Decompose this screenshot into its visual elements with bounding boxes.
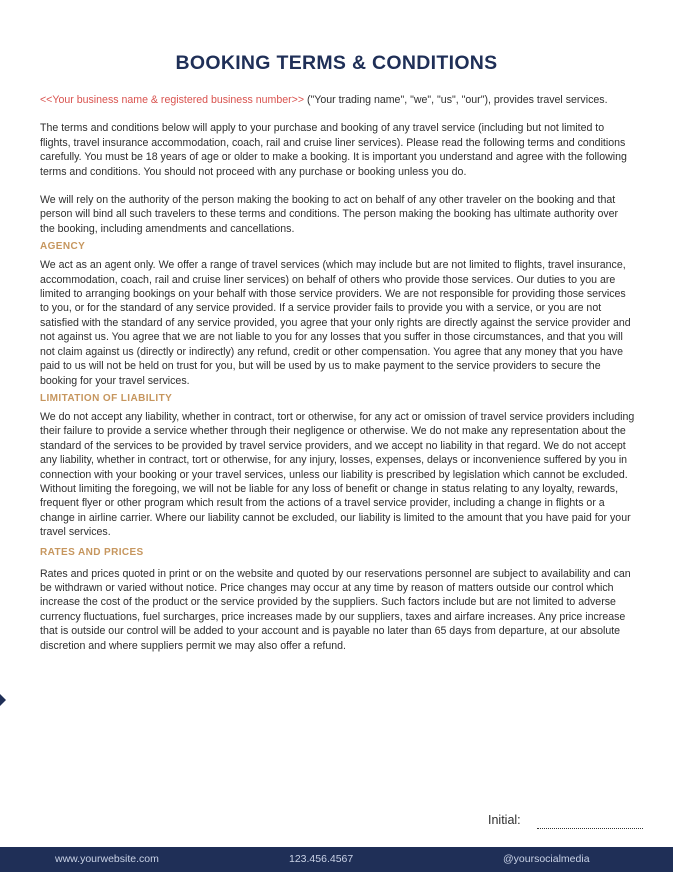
section-heading-agency: AGENCY bbox=[40, 241, 86, 253]
section-body-rates: Rates and prices quoted in print or on the website and quoted by our reservations personnel are subject to availability and can be withdrawn or varied without notice. Price changes may occur at any time by reason of matters outside our control which increase the cost of the product or the service provided by the suppliers. Such factors include but are not limited to adverse currency fluctuations, fuel surcharges, price increases made by our suppliers, taxes and airfare increases. Any price increase that is outside our control will be added to your account and is payable no later than 65 days from departure, at our absolute discretion and where suppliers permit we may also offer a refund. bbox=[40, 567, 631, 652]
footer-social-link[interactable]: @yoursocialmedia bbox=[503, 853, 590, 865]
authority-paragraph: We will rely on the authority of the person making the booking to act on behalf of any other traveler on the booking and that person will bind all such travelers to these terms and conditions. The person making the booking has ultimate authority over the booking, including amendments and cancellations. bbox=[40, 194, 619, 235]
footer-website-link[interactable]: www.yourwebsite.com bbox=[55, 853, 159, 865]
section-body-agency: We act as an agent only. We offer a range of travel services (which may include but are not limited to flights, travel insurance, accommodation, coach, rail and cruise liner services) on behalf of others who provide those services. Our duties to you are limited to arranging bookings on your behalf with those service providers. We are not responsible for providing those services to you, or for the standard of any service provided. If a service provider fails to provide you with a service, or you are not satisfied with the standard of any service provided, you agree that your only rights are directly against the service provider and not against us. You agree that we are not liable to you for any losses that you suffer in those circumstances, and that you will not claim against us (directly or indirectly) any refund, credit or other compensation. You agree that any money that you have paid to us will not be held on trust for you, but will be used by us to make payment to the service providers to secure the booking for your travel services. bbox=[40, 259, 631, 387]
business-placeholder: <<Your business name & registered business number>> bbox=[40, 94, 305, 106]
terms-paragraph: The terms and conditions below will apply to your purchase and booking of any travel service (including but not limited to flights, travel insurance accommodation, coach, rail and cruise liner services). Please read the following terms and conditions carefully. You must be 18 years of age or older to make a booking. It is important you understand and agree with the following terms and conditions. You should not proceed with any purchase or booking unless you do. bbox=[40, 122, 627, 178]
document-body bbox=[40, 93, 635, 667]
section-heading-liability: LIMITATION OF LIABILITY bbox=[40, 392, 173, 404]
document-title: BOOKING TERMS & CONDITIONS bbox=[175, 52, 498, 74]
section-body-liability: We do not accept any liability, whether in contract, tort or otherwise, for any act or omission of travel service providers including their failure to provide a service whether through their negligence or otherwise. We do not make any representation about the standard of the services to be provided by travel service providers, and we accept no liability in that regard. We do not accept any liability, whether in contract, tort or otherwise, for any injury, losses, expenses, delays or inconvenience suffered by you in connection with your booking or your travel services, unless our liability is prescribed by legislation which cannot be excluded. Without limiting the foregoing, we will not be liable for any loss of benefit or change in status relating to any loyalty, rewards, frequent flyer or other program which result from the actions of a travel service provider, including a change in flights or a change in airline carrier. Where our liability cannot be excluded, our liability is limited to the amount that you have paid for your travel services. bbox=[40, 410, 635, 539]
intro-text: ("Your trading name", "we", "us", "our"), provides travel services. bbox=[304, 94, 608, 106]
edge-marker bbox=[0, 694, 6, 706]
initial-label: Initial: bbox=[488, 813, 521, 827]
footer-bar bbox=[0, 847, 673, 872]
intro-paragraph bbox=[40, 93, 635, 107]
section-heading-rates: RATES AND PRICES bbox=[40, 546, 144, 558]
initial-field[interactable] bbox=[537, 828, 643, 829]
footer-phone: 123.456.4567 bbox=[289, 853, 354, 865]
